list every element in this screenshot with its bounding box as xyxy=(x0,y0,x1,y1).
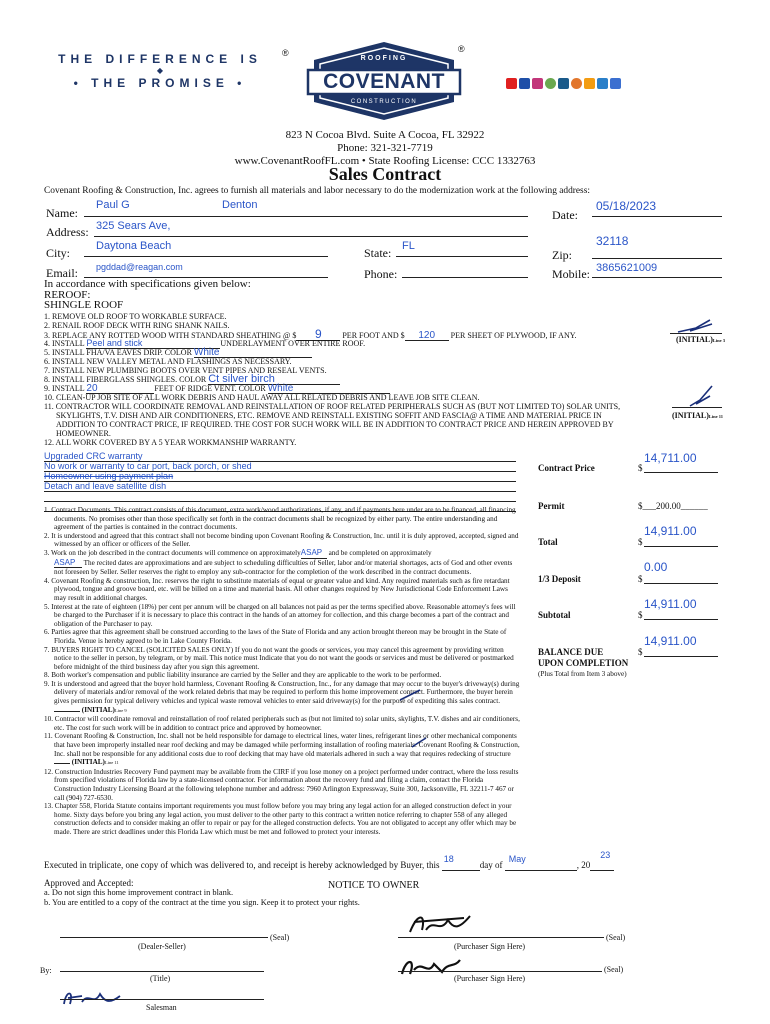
execution-day-field[interactable]: 18 xyxy=(442,860,480,871)
email-label: Email: xyxy=(46,266,78,280)
houzz-icon[interactable] xyxy=(545,78,556,89)
term-9: 9. It is understood and agreed that the buyer hold harmless, Covenant Roofing & Construction, Inc., for any damage that may occur to the buyer's driveway(s) during delivery of materials and/or removal of the work related debris that may be required to perform this home improvement contract. Furthermore, the buyer herein gives permission for typical delivery vehicles and typical waste removal vehicles to enter said driveway(s) for the purpose of expediting this sales contract. (INITIAL)Line 9 xyxy=(44,679,520,714)
extra-note-blank xyxy=(44,492,516,502)
execution-month-field[interactable]: May xyxy=(505,860,577,871)
state-label: State: xyxy=(364,246,392,260)
spec-item-3-end: PER SHEET OF PLYWOOD, IF ANY. xyxy=(450,331,577,340)
state-value: FL xyxy=(402,240,415,252)
city-label: City: xyxy=(46,246,71,260)
subtotal-value: 14,911.00 xyxy=(644,597,697,611)
initial-field-line-11[interactable] xyxy=(672,398,722,408)
google-icon[interactable] xyxy=(610,78,621,89)
deposit-value: 0.00 xyxy=(644,560,668,574)
city-value: Daytona Beach xyxy=(96,240,172,252)
shingle-color-value: Ct silver birch xyxy=(208,373,275,385)
plywood-price-field[interactable] xyxy=(405,331,449,341)
subtotal-dollar: $ xyxy=(638,610,643,620)
name-field[interactable] xyxy=(84,200,528,217)
extra-note: Detach and leave satellite dish xyxy=(44,482,516,492)
homeadvisor-icon[interactable] xyxy=(584,78,595,89)
date-label: Date: xyxy=(552,208,578,222)
spec-item-12: 12. ALL WORK COVERED BY A 5 YEAR WORKMANSHIP WARRANTY. xyxy=(44,438,297,447)
tagline-top: THE DIFFERENCE IS xyxy=(58,52,262,66)
spec-item-3-text: 3. REPLACE ANY ROTTED WOOD WITH STANDARD SHEATHING @ $ xyxy=(44,331,297,340)
total-field[interactable] xyxy=(644,538,718,547)
last-name-value: Denton xyxy=(222,199,258,211)
purchaser-seal-1: (Seal) xyxy=(606,933,626,942)
specs-heading xyxy=(44,279,251,311)
contract-price-value: 14,711.00 xyxy=(644,451,697,465)
spec-item-6: 6. INSTALL NEW VALLEY METAL AND FLASHINGS AS NECESSARY. xyxy=(44,357,292,366)
term-2: 2. It is understood and agreed that this contract shall not become binding upon Covenant Roofing & Construction, Inc. until it is duly approved, accepted, signed and witnessed by an officer or officers of the Seller. xyxy=(44,531,519,549)
term-8: 8. Both worker's compensation and public liability insurance are carried by the Seller and they are applicable to the work to be performed. xyxy=(44,671,442,680)
dealer-seller-label: (Dealer-Seller) xyxy=(138,942,186,951)
specs-shingle: SHINGLE ROOF xyxy=(44,299,124,311)
balance-value: 14,911.00 xyxy=(644,634,697,648)
permit-value[interactable]: $___200.00______ xyxy=(638,501,708,511)
tagline xyxy=(40,52,280,90)
by-field[interactable] xyxy=(60,962,264,972)
spec-item-4: 4. INSTALL Peel and stick UNDERLAYMENT OVER ENTIRE ROOF. xyxy=(44,338,366,348)
execution-year-field[interactable]: 23 xyxy=(590,860,614,871)
title-label: (Title) xyxy=(150,974,171,983)
company-web-license: www.CovenantRoofFL.com • State Roofing License: CCC 1332763 xyxy=(234,155,536,167)
balance-label-2: UPON COMPLETION xyxy=(538,658,629,668)
phone-label: Phone: xyxy=(364,267,398,281)
approved-label: Approved and Accepted: xyxy=(44,878,134,888)
spec-item-8: 8. INSTALL FIBERGLASS SHINGLES. COLOR Ct silver birch xyxy=(44,375,340,385)
term-6: 6. Parties agree that this agreement shall be construed according to the laws of the State of Florida and any action brought thereon may be brought in the State of Florida. Venue is hereby agreed to be in Lake County Florida. xyxy=(44,628,507,645)
notice-a: a. Do not sign this home improvement contract in blank. xyxy=(44,888,234,897)
contract-price-label: Contract Price xyxy=(538,463,595,473)
term-1: 1. Contract Documents. This contract consists of this document, extra work/wood authorizations, if any, and if payments here under are to be financed, all financing documents. No promises other than those specifically set forth in the contract documents shall be recognized by either party. The entire understanding and agreement of the parties is contained in the contract documents. xyxy=(44,506,516,532)
page-title: Sales Contract xyxy=(328,164,442,184)
initial-signature-term-11 xyxy=(410,736,428,754)
address-label: Address: xyxy=(46,225,89,239)
total-dollar: $ xyxy=(638,537,643,547)
initial-field-term-11[interactable] xyxy=(54,763,70,764)
initial-label-line-11: (INITIAL)Line 11 xyxy=(672,411,724,420)
registered-mark-left: ® xyxy=(282,48,289,58)
term-10: 10. Contractor will coordinate removal and reinstallation of roof related peripherals such as (but not limited to) solar units, skylights, T.V. dishes and air conditioners, etc. The cost for such work will be in addition to contract price and approved by homeowner. xyxy=(44,715,520,732)
terms xyxy=(44,506,522,837)
purchaser-sign-label-2: (Purchaser Sign Here) xyxy=(454,974,526,983)
address-value: 325 Sears Ave, xyxy=(96,220,171,232)
phone-field[interactable] xyxy=(402,262,528,278)
spec-item-3-mid: PER FOOT AND $ xyxy=(342,331,405,340)
zip-field[interactable] xyxy=(592,244,722,259)
zip-value: 32118 xyxy=(596,234,629,248)
term-3: 3. Work on the job described in the contract documents will commence on approximatelyASAP and be completed on approximately ASAP The recited dates are approximations and are subject to scheduling difficulties of Seller, labor and/or material shortages, acts of God and other events not foreseen by Seller. Seller reserves the right to employ any sub-contractor for the completion of the work described in the contract documents. xyxy=(44,547,513,577)
intro-text: Covenant Roofing & Construction, Inc. agrees to furnish all materials and labor necessary to do the modernization work at the following address: xyxy=(44,186,590,196)
spec-item-2: 2. RENAIL ROOF DECK WITH RING SHANK NAILS. xyxy=(44,321,230,330)
spec-item-5: 5. INSTALL FHA/VA EAVES DRIP. COLOR White xyxy=(44,348,312,358)
mobile-label: Mobile: xyxy=(552,267,590,281)
extra-notes[interactable] xyxy=(44,452,516,512)
term-13: 13. Chapter 558, Florida Statute contains important requirements you must follow before you may bring any legal action for an alleged construction defect in your home. Sixty days before you bring any legal action, you must deliver to the other party to this contract a written notice referring to chapter 558 of any alleged construction defects and to consider making an offer to repair or pay for the alleged construction defects. You are not obligated to accept any offer which may be made. There are strict deadlines under this Florida Law which must be met and followed to protect your interests. xyxy=(44,802,517,836)
start-date-field[interactable]: ASAP xyxy=(301,549,327,559)
deposit-dollar: $ xyxy=(638,574,643,584)
thumbtack-icon[interactable] xyxy=(597,78,608,89)
permit-label: Permit xyxy=(538,501,565,511)
company-phone: Phone: 321-321-7719 xyxy=(337,142,433,154)
by-label: By: xyxy=(40,966,52,975)
deposit-label: 1/3 Deposit xyxy=(538,574,581,584)
social-icons xyxy=(506,76,623,94)
extra-note: Homeowner using payment plan xyxy=(44,472,516,482)
end-date-field[interactable]: ASAP xyxy=(54,559,82,569)
registered-mark-right: ® xyxy=(458,44,465,54)
total-label: Total xyxy=(538,537,558,547)
logo-construction: CONSTRUCTION xyxy=(350,99,418,105)
company-info xyxy=(0,129,770,168)
ridge-color-value: White xyxy=(267,383,294,394)
instagram-icon[interactable] xyxy=(532,78,543,89)
covenant-logo xyxy=(304,40,464,122)
dealer-seller-field[interactable] xyxy=(60,928,268,938)
total-value: 14,911.00 xyxy=(644,524,697,538)
company-address: 823 N Cocoa Blvd. Suite A Cocoa, FL 32922 xyxy=(285,129,485,141)
term-4: 4. Covenant Roofing & construction, Inc. reserves the right to substitute materials of equal or greater value and kind. Any required materials such as fire retardant plywood, tongue and groove board, etc. will be billed on a time and material basis. All other changes required by New Jurisdictional Code Enforcement Laws may result in additional charges. xyxy=(44,576,510,602)
dealer-seal: (Seal) xyxy=(270,933,290,942)
contract-price-field[interactable] xyxy=(644,464,718,473)
contract-price-dollar: $ xyxy=(638,463,643,473)
purchaser-seal-2: (Seal) xyxy=(604,965,624,974)
spec-item-11: 11. CONTRACTOR WILL COORDINATE REMOVAL AND REINSTALLATION OF ROOF RELATED PERIPHERALS SUCH AS (BUT NOT LIMITED TO) SOLAR UNITS, SKYLIGHTS, T.V. DISH AND AIR CONDITIONERS, ETC. REMOVE AND REINSTALL EXISTING SOFFIT AND FASCIA@ A TIME AND MATERIAL PRICE IN ADDITION TO CONTRACT PRICE, IF REQUIRED. THE COST FOR SUCH WORK WILL BE IN ADDITION TO CONTRACT PRICE AND HEREIN APPROVED BY HOMEOWNER. xyxy=(44,402,621,438)
specs-intro: In accordance with specifications given below: xyxy=(44,278,251,290)
tagline-bottom: • THE PROMISE • xyxy=(73,76,247,90)
underlayment-value: Peel and stick xyxy=(86,338,143,348)
purchaser-sign-label-1: (Purchaser Sign Here) xyxy=(454,942,526,951)
purchaser-sign-field-1[interactable] xyxy=(398,928,604,938)
deposit-field[interactable] xyxy=(644,575,718,584)
spec-item-9: 9. INSTALL 20 FEET OF RIDGE VENT. COLOR White xyxy=(44,384,390,394)
term-5: 5. Interest at the rate of eighteen (18%) per cent per annum will be charged on all balances not paid as per the terms specified above. Reasonable attorney's fees will be charged to the Purchaser if it is necessary to place this contract in the hands of an attorney for collection, and this charge becomes a part of the contract and obligation of the Purchaser to pay. xyxy=(44,602,516,628)
term-12: 12. Construction Industries Recovery Fund payment may be available from the CIRF if you lose money on a project performed under contract, where the loss results from specified violations of Florida law by a state-licensed contractor. For information about the recovery fund and filing a claim, contact the Florida Construction Industry Licensing Board at the following telephone number and address: 7960 Arlington Expressway, Suite 300, Jacksonville, FL 32211-7 467 or call (904) 727-6530. xyxy=(44,767,519,802)
spec-item-10: 10. CLEAN-UP JOB SITE OF ALL WORK DEBRIS AND HAUL AWAY ALL RELATED DEBRIS AND LEAVE JOB SITE CLEAN. xyxy=(44,393,480,402)
notice-title: NOTICE TO OWNER xyxy=(328,880,420,891)
date-value: 05/18/2023 xyxy=(596,199,657,213)
ridge-vent-value: 20 xyxy=(86,383,98,394)
initial-field-term-9[interactable] xyxy=(54,711,80,712)
mobile-value: 3865621009 xyxy=(596,262,658,274)
zip-label: Zip: xyxy=(552,248,572,262)
wood-price-value: 9 xyxy=(315,327,322,341)
subtotal-field[interactable] xyxy=(644,611,718,620)
facebook-icon[interactable] xyxy=(519,78,530,89)
spec-item-7: 7. INSTALL NEW PLUMBING BOOTS OVER VENT PIPES AND RESEAL VENTS. xyxy=(44,366,327,375)
bbb-icon[interactable] xyxy=(558,78,569,89)
first-name-value: Paul G xyxy=(96,199,130,211)
initial-label-line-3: (INITIAL)Line 3 xyxy=(676,335,726,344)
logo-name: COVENANT xyxy=(323,70,445,93)
balance-field[interactable] xyxy=(644,648,718,657)
specs-reroof: REROOF: xyxy=(44,288,91,301)
extra-note: Upgraded CRC warranty xyxy=(44,452,516,462)
state-field[interactable] xyxy=(396,240,528,257)
purchaser-sign-field-2[interactable] xyxy=(398,962,602,972)
salesman-label: Salesman xyxy=(146,1003,177,1012)
execution-line: Executed in triplicate, one copy of which was delivered to, and receipt is hereby acknowledged by Buyer, this 18 day of May , 20 23 xyxy=(44,860,614,871)
extra-note: No work or warranty to car port, back porch, or shed xyxy=(44,462,516,472)
drip-color-value: White xyxy=(193,347,220,358)
tagline-diamond: ◆ xyxy=(156,66,164,75)
balance-note: (Plus Total from Item 3 above) xyxy=(538,670,627,678)
salesman-field[interactable] xyxy=(60,992,264,1000)
spec-item-1: 1. REMOVE OLD ROOF TO WORKABLE SURFACE. xyxy=(44,312,227,321)
initial-field-line-3[interactable] xyxy=(670,322,722,334)
notice-b: b. You are entitled to a copy of the contract at the time you sign. Keep it to protect your rights. xyxy=(44,898,360,907)
initial-signature-term-9 xyxy=(398,688,422,707)
term-7: 7. BUYERS RIGHT TO CANCEL (SOLICITED SALES ONLY) If you do not want the goods or services, you may cancel this agreement by providing written notice to the seller in person, by telegram, or by mail. This notice must Indicate that you do not want the goods or services and must be delivered or postmarked before midnight of the third business day after you sign this agreement. xyxy=(44,645,514,671)
balance-label: BALANCE DUE xyxy=(538,647,604,657)
angi-icon[interactable] xyxy=(571,78,582,89)
youtube-icon[interactable] xyxy=(506,78,517,89)
name-label: Name: xyxy=(46,206,78,220)
email-value: pgddad@reagan.com xyxy=(96,262,183,272)
balance-dollar: $ xyxy=(638,647,643,657)
logo-roofing: ROOFING xyxy=(360,55,408,62)
plywood-price-value: 120 xyxy=(418,330,436,341)
term-11: 11. Covenant Roofing & Construction, Inc. shall not be held responsible for damage to electrical lines, water lines, refrigerant lines or other mechanical components that have been improperly installed near roof decking and may be damaged while performing installation of roofing materials. Covenant Roofing & Construction, Inc. shall not be responsible for any additional costs due to roof decking that may have old materials adhered in such a way that requires redecking of structure (INITIAL)Line 11 xyxy=(44,732,520,767)
subtotal-label: Subtotal xyxy=(538,610,571,620)
